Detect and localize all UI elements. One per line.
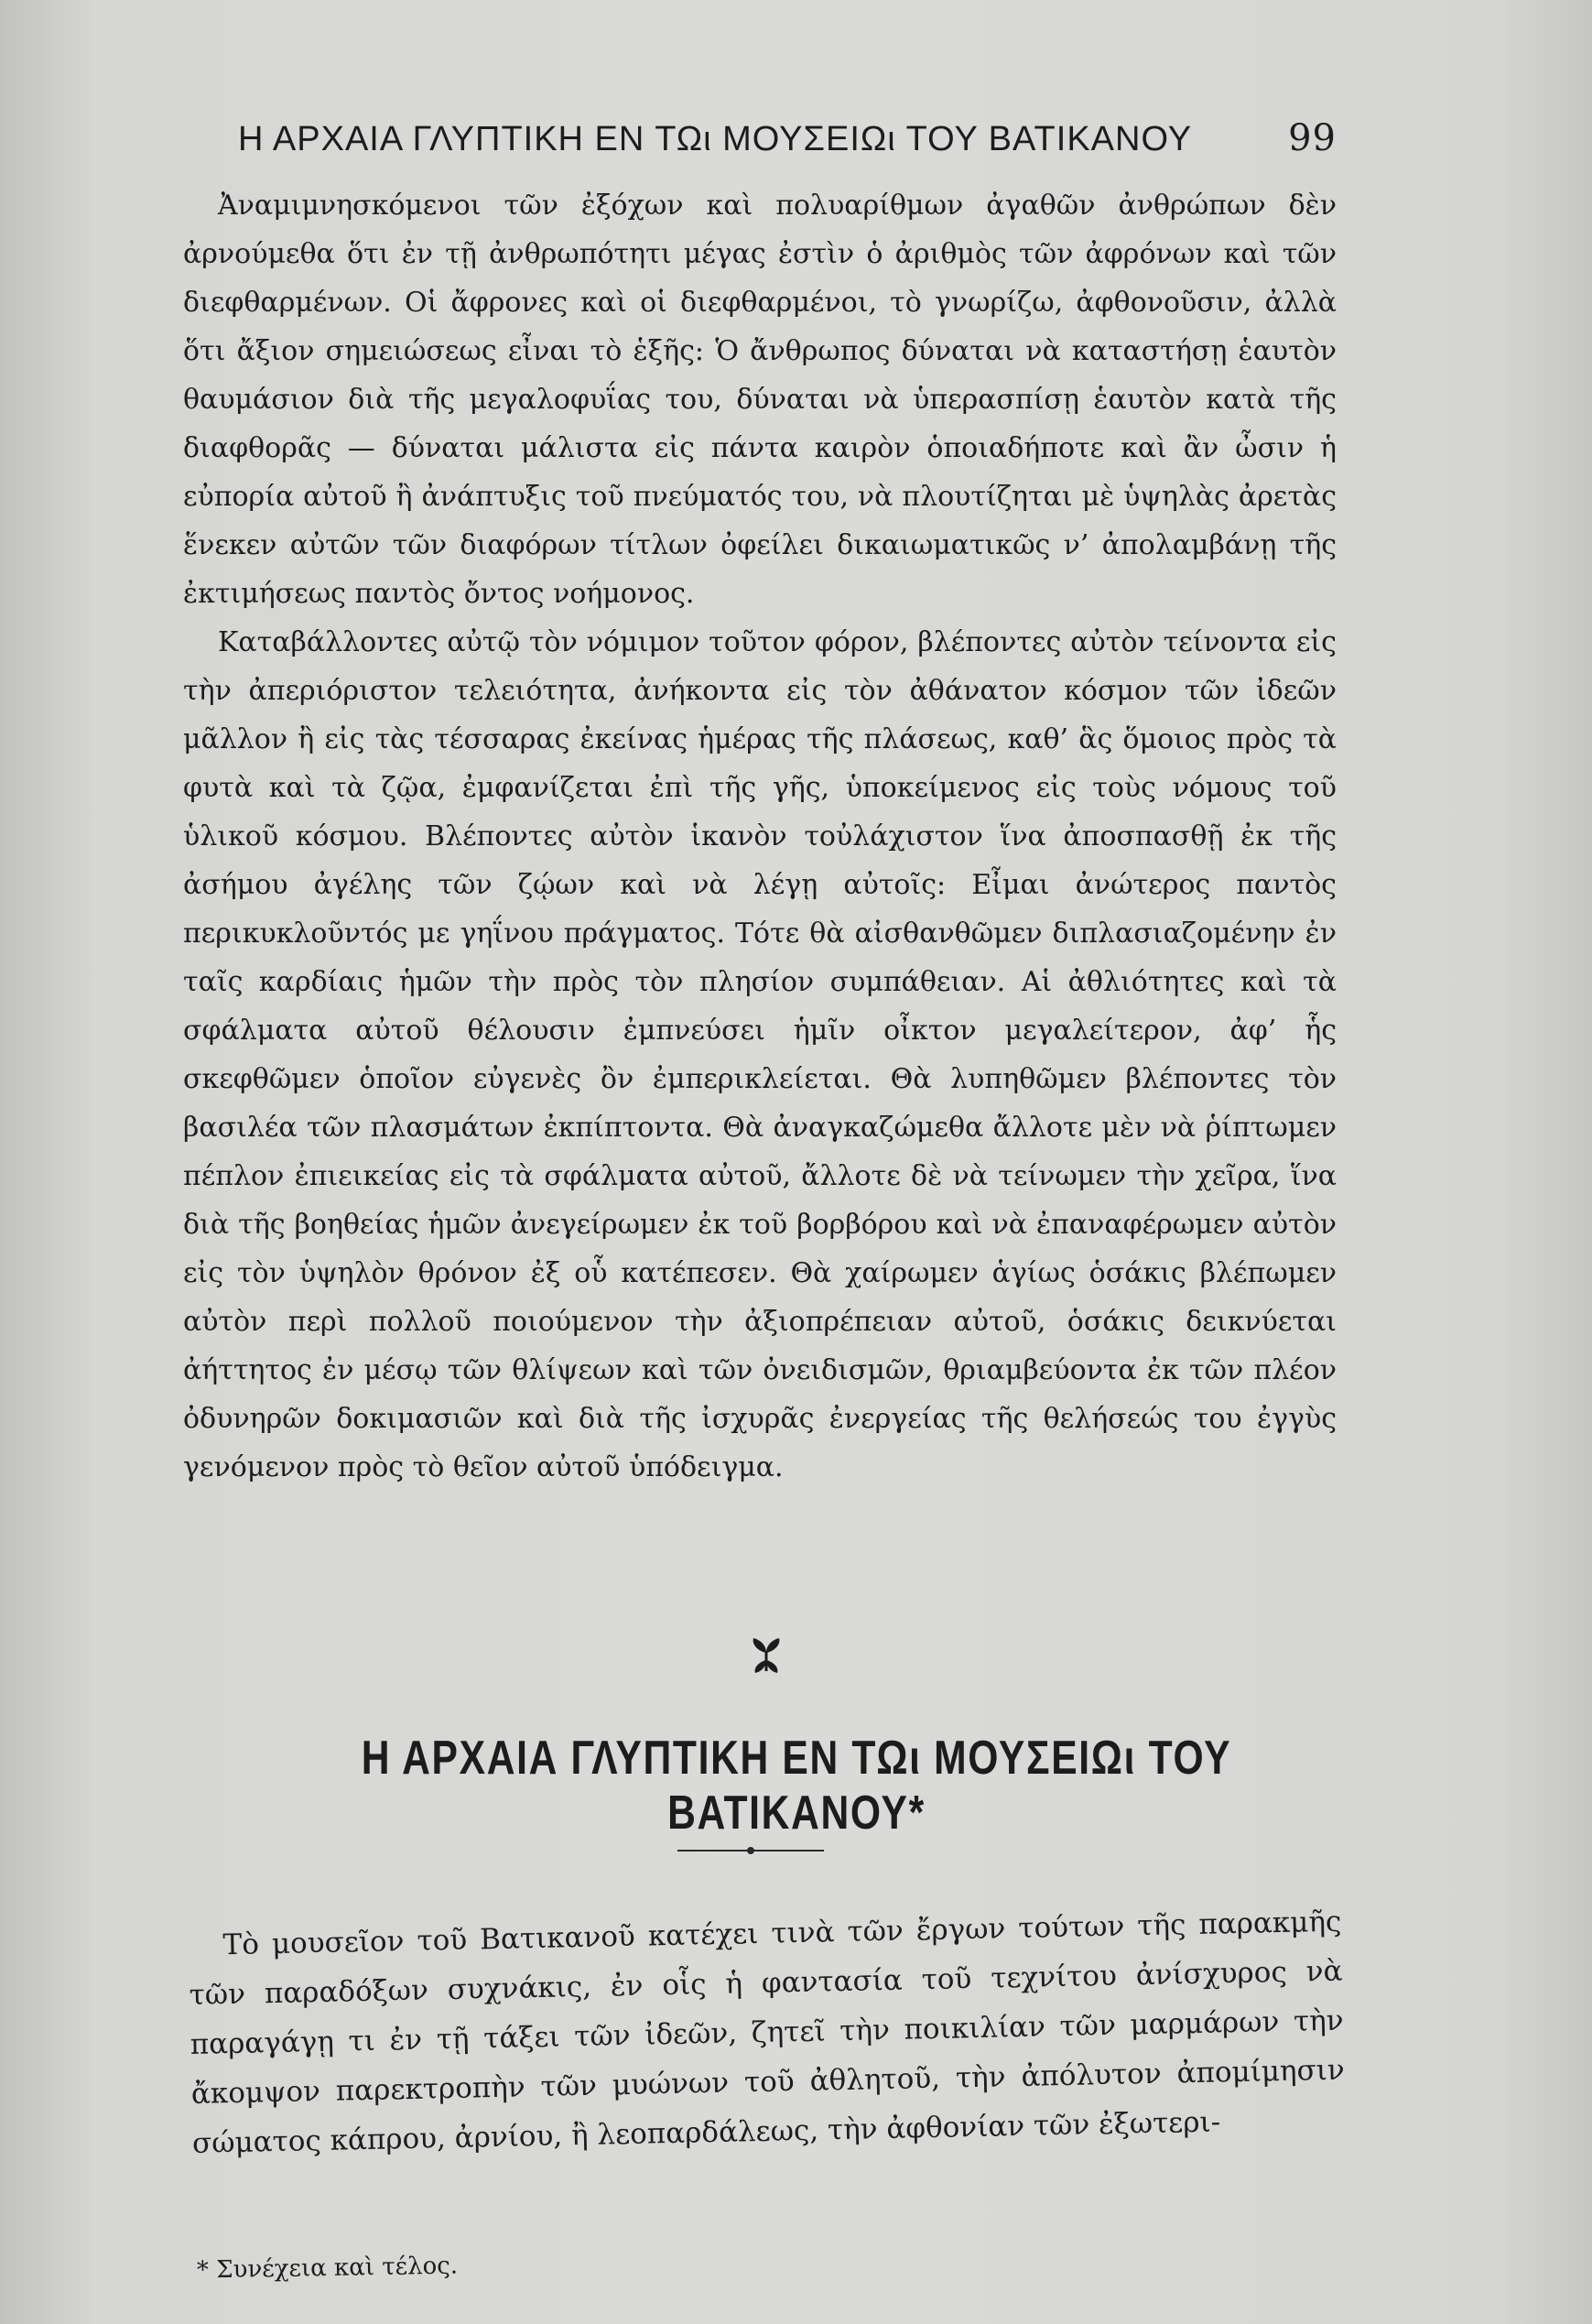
paragraph: Τὸ μουσεῖον τοῦ Βατικανοῦ κατέχει τινὰ τῶν ἔργων τούτων τῆς παρακμῆς τῶν παραδόξων συχνάκις, ἐν οἷς ἡ φαντασία τοῦ τεχνίτου ἀνίσχυρος νὰ παραγάγῃ τι ἐν τῇ τάξει τῶν ἰδεῶν, ζητεῖ τὴν ποικιλίαν τῶν μαρμάρων τὴν ἄκομψον παρεκτροπὴν τῶν μυώνων τοῦ ἀθλητοῦ, τὴν ἀπόλυτον ἀπομίμησιν σώματος κάπρου, ἀρνίου, ἢ λεοπαρδάλεως, τὴν ἀφθονίαν τῶν ἐξωτερι-: [189, 1905, 1346, 2160]
article-text: [188, 1897, 1346, 2168]
page-number: 99: [1288, 117, 1337, 159]
body-text: [183, 181, 1337, 1492]
article-title: Η ΑΡΧΑΙΑ ΓΛΥΠΤΙΚΗ ΕΝ ΤΩι ΜΟΥΣΕΙΩι ΤΟΥ ΒΑΤΙΚΑΝΟΥ*: [361, 1732, 1232, 1840]
footnote: * Συνέχεια καὶ τέλος.: [196, 2252, 459, 2285]
paragraph: Ἀναμιμνησκόμενοι τῶν ἐξόχων καὶ πολυαρίθμων ἀγαθῶν ἀνθρώπων δὲν ἀρνούμεθα ὅτι ἐν τῇ ἀνθρωπότητι μέγας ἐστὶν ὁ ἀριθμὸς τῶν ἀφρόνων καὶ τῶν διεφθαρμένων. Οἱ ἄφρονες καὶ οἱ διεφθαρμένοι, τὸ γνωρίζω, ἀφθονοῦσιν, ἀλλὰ ὅτι ἄξιον σημειώσεως εἶναι τὸ ἑξῆς: Ὁ ἄνθρωπος δύναται νὰ καταστήσῃ ἑαυτὸν θαυμάσιον διὰ τῆς μεγαλοφυΐας του, δύναται νὰ ὑπερασπίσῃ ἑαυτὸν κατὰ τῆς διαφθορᾶς — δύναται μάλιστα εἰς πάντα καιρὸν ὁποιαδήποτε καὶ ἂν ὦσιν ἡ εὐπορία αὐτοῦ ἢ ἀνάπτυξις τοῦ πνεύματός του, νὰ πλουτίζηται μὲ ὑψηλὰς ἀρετὰς ἕνεκεν αὐτῶν τῶν διαφόρων τίτλων ὀφείλει δικαιωματικῶς ν’ ἀπολαμβάνῃ τῆς ἐκτιμήσεως παντὸς ὄντος νοήμονος.: [183, 190, 1337, 610]
leaf-fleuron-icon: [746, 1634, 786, 1675]
title-rule: [677, 1850, 824, 1852]
running-head-title: Η ΑΡΧΑΙΑ ΓΛΥΠΤΙΚΗ ΕΝ ΤΩι ΜΟΥΣΕΙΩι ΤΟΥ ΒΑΤΙΚΑΝΟΥ: [238, 120, 1193, 158]
running-head: [238, 117, 1337, 159]
paragraph: Καταβάλλοντες αὐτῷ τὸν νόμιμον τοῦτον φόρον, βλέποντες αὐτὸν τείνοντα εἰς τὴν ἀπεριόριστον τελειότητα, ἀνήκοντα εἰς τὸν ἀθάνατον κόσμον τῶν ἰδεῶν μᾶλλον ἢ εἰς τὰς τέσσαρας ἐκείνας ἡμέρας τῆς πλάσεως, καθ’ ἃς ὅμοιος πρὸς τὰ φυτὰ καὶ τὰ ζῷα, ἐμφανίζεται ἐπὶ τῆς γῆς, ὑποκείμενος εἰς τοὺς νόμους τοῦ ὑλικοῦ κόσμου. Βλέποντες αὐτὸν ἱκανὸν τοὐλάχιστον ἵνα ἀποσπασθῇ ἐκ τῆς ἀσήμου ἀγέλης τῶν ζῴων καὶ νὰ λέγῃ αὐτοῖς: Εἶμαι ἀνώτερος παντὸς περικυκλοῦντός με γηΐνου πράγματος. Τότε θὰ αἰσθανθῶμεν διπλασιαζομένην ἐν ταῖς καρδίαις ἡμῶν τὴν πρὸς τὸν πλησίον συμπάθειαν. Αἱ ἀθλιότητες καὶ τὰ σφάλματα αὐτοῦ θέλουσιν ἐμπνεύσει ἡμῖν οἶκτον μεγαλείτερον, ἀφ’ ἧς σκεφθῶμεν ὁποῖον εὐγενὲς ὂν ἐμπερικλείεται. Θὰ λυπηθῶμεν βλέποντες τὸν βασιλέα τῶν πλασμάτων ἐκπίπτοντα. Θὰ ἀναγκαζώμεθα ἄλλοτε μὲν νὰ ῥίπτωμεν πέπλον ἐπιεικείας εἰς τὰ σφάλματα αὐτοῦ, ἄλλοτε δὲ νὰ τείνωμεν τὴν χεῖρα, ἵνα διὰ τῆς βοηθείας ἡμῶν ἀνεγείρωμεν ἐκ τοῦ βορβόρου καὶ νὰ ἐπαναφέρωμεν αὐτὸν εἰς τὸν ὑψηλὸν θρόνον ἐξ οὗ κατέπεσεν. Θὰ χαίρωμεν ἁγίως ὁσάκις βλέπωμεν αὐτὸν περὶ πολλοῦ ποιούμενον τὴν ἀξιοπρέπειαν αὐτοῦ, ὁσάκις δεικνύεται ἀήττητος ἐν μέσῳ τῶν θλίψεων καὶ τῶν ὀνειδισμῶν, θριαμβεύοντα ἐκ τῶν πλέον ὀδυνηρῶν δοκιμασιῶν καὶ διὰ τῆς ἰσχυρᾶς ἐνεργείας τῆς θελήσεώς του ἐγγὺς γενόμενον πρὸς τὸ θεῖον αὐτοῦ ὑπόδειγμα.: [183, 626, 1337, 1483]
